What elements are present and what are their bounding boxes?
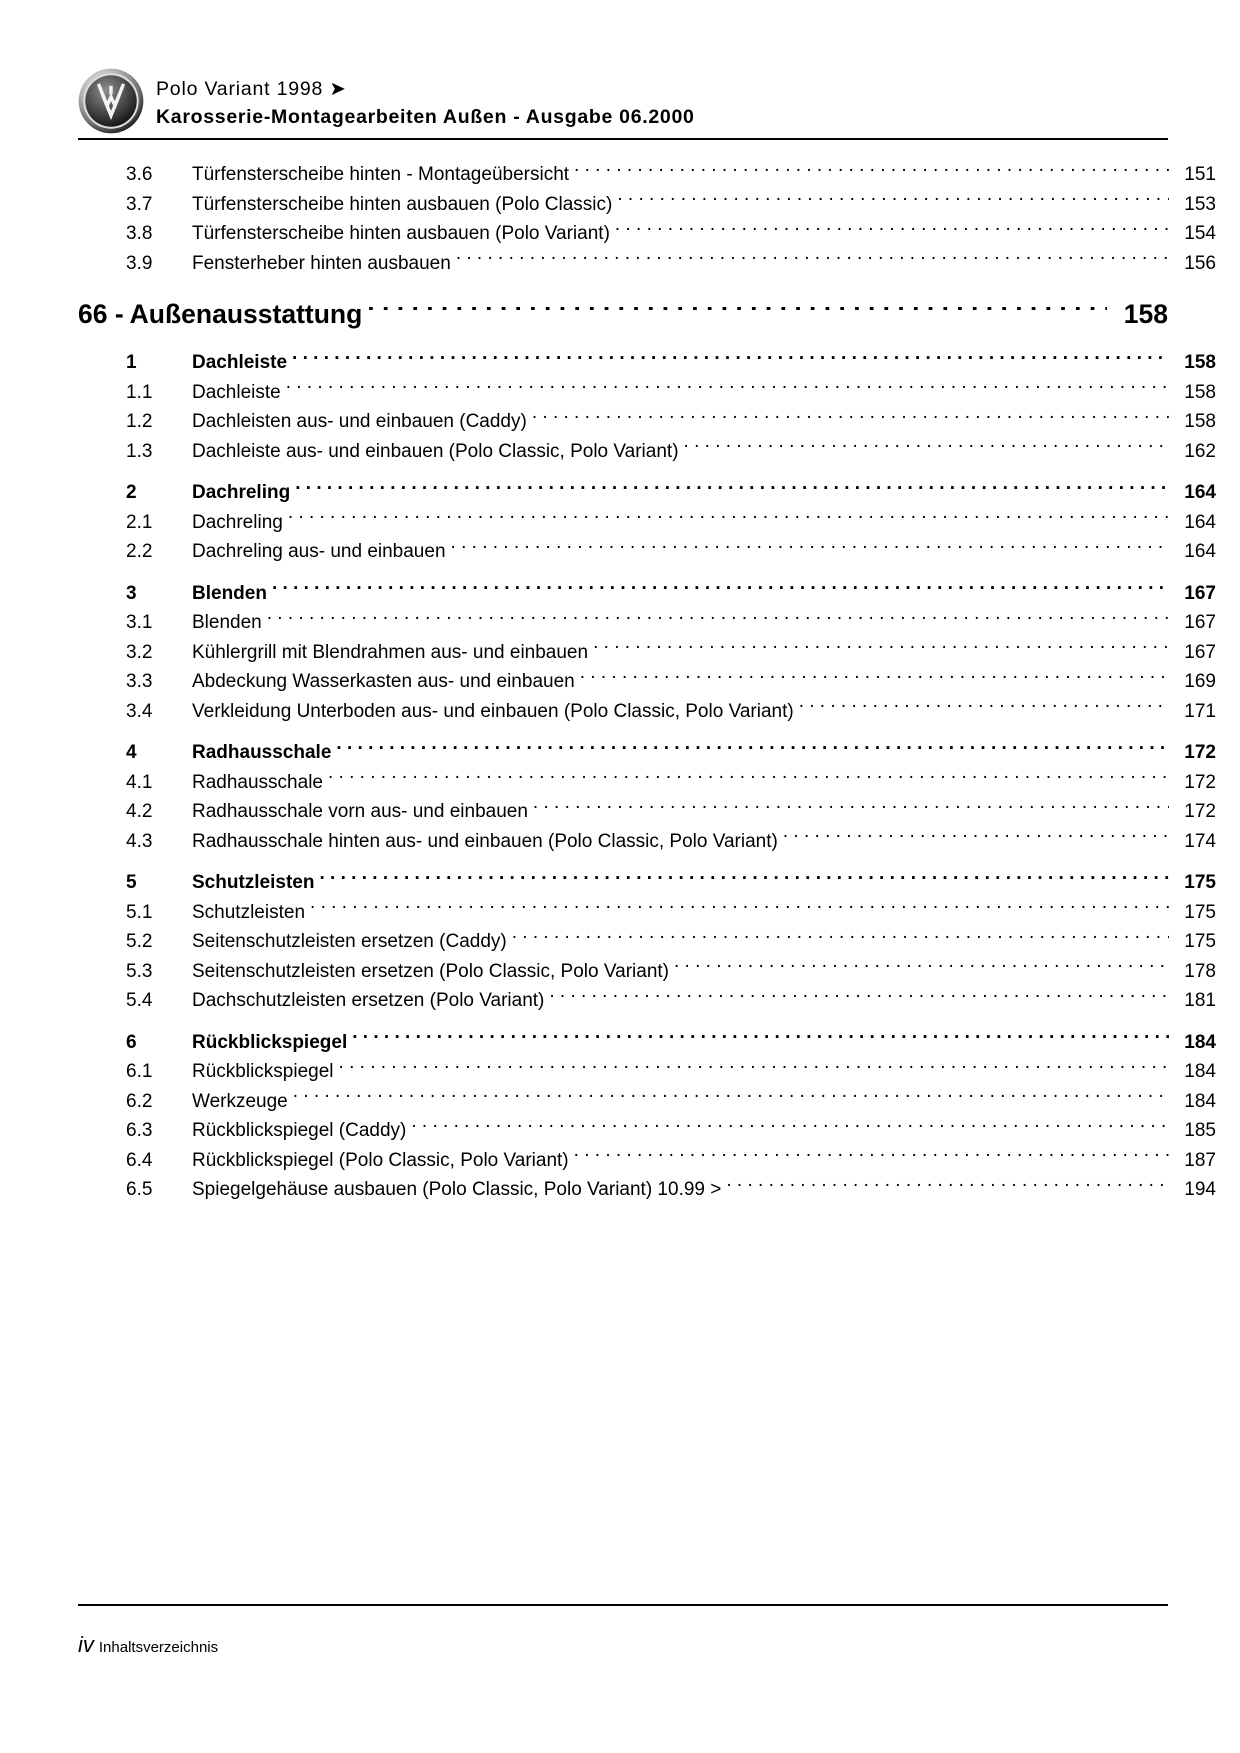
toc-dot-leader <box>684 441 1169 457</box>
header-title-block <box>156 76 695 131</box>
toc-dot-leader <box>617 194 1169 210</box>
vw-logo-icon <box>78 68 144 134</box>
toc-entry-title: Spiegelgehäuse ausbauen (Polo Classic, Polo Variant) 10.99 > <box>192 1179 722 1200</box>
toc-entry-number: 3 <box>126 582 137 604</box>
toc-entry-title: Seitenschutzleisten ersetzen (Polo Classic, Polo Variant) <box>192 960 669 982</box>
toc-entry-page-number: 178 <box>1184 960 1216 982</box>
toc-dot-leader <box>580 671 1169 687</box>
toc-dot-leader <box>411 1120 1169 1136</box>
toc-entry-page-number: 174 <box>1184 830 1216 852</box>
toc-dot-leader <box>456 253 1169 269</box>
toc-dot-leader <box>615 223 1169 239</box>
toc-entry-title: Kühlergrill mit Blendrahmen aus- und einbauen <box>192 641 589 663</box>
toc-entry[interactable] <box>78 378 1216 408</box>
toc-entry-page-number: 158 <box>1184 352 1216 373</box>
toc-entry-number: 3.2 <box>126 641 153 663</box>
toc-entry-page-number: 154 <box>1184 223 1216 244</box>
toc-entry-number: 5.2 <box>126 931 153 952</box>
toc-entry-title: Dachleiste aus- und einbauen (Polo Classic, Polo Variant) <box>192 440 679 462</box>
toc-entry-page-number: 158 <box>1123 299 1168 329</box>
toc-entry-page-number: 181 <box>1184 990 1216 1011</box>
toc-entry-page-number: 151 <box>1184 164 1216 185</box>
toc-dot-leader <box>533 801 1169 817</box>
toc-entry-number: 1.3 <box>126 440 153 462</box>
toc-entry[interactable] <box>78 1175 1216 1205</box>
toc-entry[interactable] <box>78 986 1216 1016</box>
toc-entry-page-number: 164 <box>1184 482 1216 503</box>
toc-entry-page-number: 158 <box>1184 381 1216 403</box>
footer-divider <box>78 1604 1168 1606</box>
header-divider <box>78 138 1168 140</box>
toc-entry-number: 6.5 <box>126 1179 153 1200</box>
toc-entry-page-number: 172 <box>1184 742 1216 763</box>
toc-dot-leader <box>726 1179 1169 1195</box>
toc-entry-number: 6.4 <box>126 1149 153 1171</box>
toc-entry-page-number: 172 <box>1184 771 1216 793</box>
toc-entry-page-number: 172 <box>1184 801 1216 822</box>
toc-entry-title: Dachreling aus- und einbauen <box>192 541 446 562</box>
toc-entry-number: 6.3 <box>126 1120 153 1141</box>
toc-entry-page-number: 175 <box>1184 872 1216 893</box>
toc-entry-page-number: 169 <box>1184 671 1216 692</box>
toc-entry-page-number: 167 <box>1184 582 1216 604</box>
toc-entry[interactable] <box>78 898 1216 928</box>
toc-dot-leader <box>295 482 1169 498</box>
toc-entry[interactable] <box>78 407 1216 437</box>
toc-entry-title: Seitenschutzleisten ersetzen (Caddy) <box>192 931 507 952</box>
toc-dot-leader <box>574 164 1169 180</box>
toc-dot-leader <box>310 902 1169 918</box>
toc-entry-page-number: 185 <box>1184 1120 1216 1141</box>
toc-dot-leader <box>367 307 1107 323</box>
toc-entry-number: 3.9 <box>126 252 153 274</box>
toc-entry[interactable] <box>78 508 1216 538</box>
toc-entry-page-number: 184 <box>1184 1090 1216 1112</box>
toc-entry-title: Fensterheber hinten ausbauen <box>192 252 451 274</box>
toc-dot-leader <box>292 352 1169 368</box>
toc-entry[interactable] <box>78 768 1216 798</box>
toc-dot-leader <box>532 411 1169 427</box>
toc-entry-number: 5.4 <box>126 990 153 1011</box>
toc-entry-number: 3.3 <box>126 671 153 692</box>
toc-entry[interactable] <box>78 927 1216 957</box>
toc-entry-page-number: 164 <box>1184 541 1216 562</box>
toc-entry[interactable] <box>78 579 1216 609</box>
toc-entry-title: Radhausschale <box>192 742 332 763</box>
toc-entry[interactable] <box>78 638 1216 668</box>
toc-dot-leader <box>339 1061 1169 1077</box>
toc-entry[interactable] <box>78 797 1216 827</box>
toc-entry-title: Türfensterscheibe hinten ausbauen (Polo Classic) <box>192 193 613 215</box>
toc-dot-leader <box>593 642 1169 658</box>
toc-dot-leader <box>272 583 1169 599</box>
toc-entry-title: Dachreling <box>192 482 291 503</box>
toc-entry[interactable] <box>78 537 1216 567</box>
toc-entry-title: Rückblickspiegel (Caddy) <box>192 1120 407 1141</box>
toc-entry-page-number: 184 <box>1184 1031 1216 1053</box>
toc-entry-title: Rückblickspiegel <box>192 1061 334 1082</box>
toc-entry[interactable] <box>78 1116 1216 1146</box>
toc-entry[interactable] <box>78 478 1216 508</box>
toc-entry[interactable] <box>78 160 1216 190</box>
toc-entry-number: 1 <box>126 352 137 373</box>
toc-dot-leader <box>549 990 1169 1006</box>
toc-entry-page-number: 175 <box>1184 901 1216 923</box>
toc-entry-number: 66 - <box>78 299 124 329</box>
toc-entry[interactable] <box>78 738 1216 768</box>
toc-entry-number: 3.6 <box>126 164 153 185</box>
toc-entry-number: 3.8 <box>126 223 153 244</box>
toc-dot-leader <box>336 742 1169 758</box>
toc-entry[interactable] <box>78 190 1216 220</box>
toc-entry-page-number: 164 <box>1184 511 1216 533</box>
toc-dot-leader <box>512 931 1169 947</box>
document-title: Karosserie-Montagearbeiten Außen - Ausgabe 06.2000 <box>156 106 695 128</box>
toc-entry-number: 6.1 <box>126 1061 153 1082</box>
footer-section-label: Inhaltsverzeichnis <box>98 1639 219 1656</box>
toc-entry-number: 4.2 <box>126 801 153 822</box>
toc-entry-title: Dachleisten aus- und einbauen (Caddy) <box>192 411 527 432</box>
toc-entry-title: Dachschutzleisten ersetzen (Polo Variant) <box>192 990 545 1011</box>
table-of-contents <box>78 160 1216 1205</box>
toc-entry[interactable] <box>78 437 1216 467</box>
toc-entry-title: Verkleidung Unterboden aus- und einbauen (Polo Classic, Polo Variant) <box>192 700 794 722</box>
toc-entry-number: 1.2 <box>126 411 153 432</box>
toc-entry-number: 4.3 <box>126 830 153 852</box>
toc-entry-title: Schutzleisten <box>192 901 306 923</box>
toc-entry-number: 5.3 <box>126 960 153 982</box>
toc-entry-title: Blenden <box>192 612 262 633</box>
toc-entry[interactable] <box>78 1028 1216 1058</box>
toc-dot-leader <box>783 831 1169 847</box>
toc-entry[interactable] <box>78 608 1216 638</box>
toc-entry-title: Dachleiste <box>192 381 281 403</box>
toc-entry[interactable] <box>78 1146 1216 1176</box>
toc-dot-leader <box>574 1150 1169 1166</box>
footer-page-number: iv <box>78 1632 94 1657</box>
toc-entry-title: Werkzeuge <box>192 1090 288 1112</box>
toc-dot-leader <box>799 701 1169 717</box>
toc-entry-title: Abdeckung Wasserkasten aus- und einbauen <box>192 671 575 692</box>
toc-entry-number: 2.2 <box>126 541 153 562</box>
page-content <box>78 60 1216 1205</box>
toc-dot-leader <box>286 382 1169 398</box>
toc-entry-title: Türfensterscheibe hinten ausbauen (Polo Variant) <box>192 223 610 244</box>
toc-entry-number: 5 <box>126 872 137 893</box>
toc-entry-page-number: 156 <box>1184 252 1216 274</box>
toc-entry[interactable] <box>78 667 1216 697</box>
toc-entry[interactable] <box>78 1057 1216 1087</box>
toc-entry-number: 6.2 <box>126 1090 153 1112</box>
toc-dot-leader <box>319 872 1169 888</box>
toc-entry[interactable] <box>78 249 1216 279</box>
toc-entry-title: Türfensterscheibe hinten - Montageübersicht <box>192 164 570 185</box>
toc-dot-leader <box>674 961 1169 977</box>
toc-entry[interactable] <box>78 1087 1216 1117</box>
toc-entry[interactable] <box>78 868 1216 898</box>
toc-entry-number: 2.1 <box>126 511 153 533</box>
toc-entry-number: 3.7 <box>126 193 153 215</box>
toc-entry-title: Radhausschale vorn aus- und einbauen <box>192 801 528 822</box>
toc-entry-number: 3.1 <box>126 612 153 633</box>
document-subtitle: Polo Variant 1998 ➤ <box>156 78 347 100</box>
toc-dot-leader <box>328 772 1169 788</box>
toc-entry-title: Dachreling <box>192 511 283 533</box>
toc-entry[interactable] <box>78 697 1216 727</box>
toc-entry-number: 4.1 <box>126 771 153 793</box>
toc-entry[interactable] <box>78 827 1216 857</box>
toc-dot-leader <box>293 1091 1169 1107</box>
document-footer <box>78 1604 1168 1658</box>
toc-dot-leader <box>267 612 1169 628</box>
toc-entry[interactable] <box>78 348 1216 378</box>
toc-entry-number: 4 <box>126 742 137 763</box>
toc-entry-title: Dachleiste <box>192 352 288 373</box>
toc-entry-page-number: 194 <box>1184 1179 1216 1200</box>
toc-entry-title: Schutzleisten <box>192 872 315 893</box>
toc-entry-title: Radhausschale hinten aus- und einbauen (Polo Classic, Polo Variant) <box>192 830 778 852</box>
toc-entry-page-number: 158 <box>1184 411 1216 432</box>
toc-entry-title: Radhausschale <box>192 771 323 793</box>
toc-entry-page-number: 162 <box>1184 440 1216 462</box>
toc-entry[interactable] <box>78 219 1216 249</box>
toc-dot-leader <box>451 541 1169 557</box>
toc-entry-number: 6 <box>126 1031 137 1053</box>
toc-dot-leader <box>288 512 1169 528</box>
document-header <box>78 60 1168 140</box>
toc-entry-number: 1.1 <box>126 381 153 403</box>
toc-entry-number: 2 <box>126 482 137 503</box>
toc-dot-leader <box>352 1032 1169 1048</box>
toc-entry-number: 5.1 <box>126 901 153 923</box>
toc-entry-page-number: 175 <box>1184 931 1216 952</box>
toc-entry-page-number: 171 <box>1184 700 1216 722</box>
toc-entry[interactable] <box>78 957 1216 987</box>
toc-entry-page-number: 167 <box>1184 641 1216 663</box>
toc-entry[interactable] <box>78 292 1168 336</box>
toc-entry-title: Außenausstattung <box>129 299 363 329</box>
toc-entry-page-number: 153 <box>1184 193 1216 215</box>
toc-entry-page-number: 184 <box>1184 1061 1216 1082</box>
toc-entry-title: Rückblickspiegel (Polo Classic, Polo Variant) <box>192 1149 569 1171</box>
footer-text-block <box>78 1632 1168 1658</box>
toc-entry-title: Blenden <box>192 582 267 604</box>
toc-entry-number: 3.4 <box>126 700 153 722</box>
toc-entry-page-number: 187 <box>1184 1149 1216 1171</box>
toc-entry-page-number: 167 <box>1184 612 1216 633</box>
toc-entry-title: Rückblickspiegel <box>192 1031 348 1053</box>
